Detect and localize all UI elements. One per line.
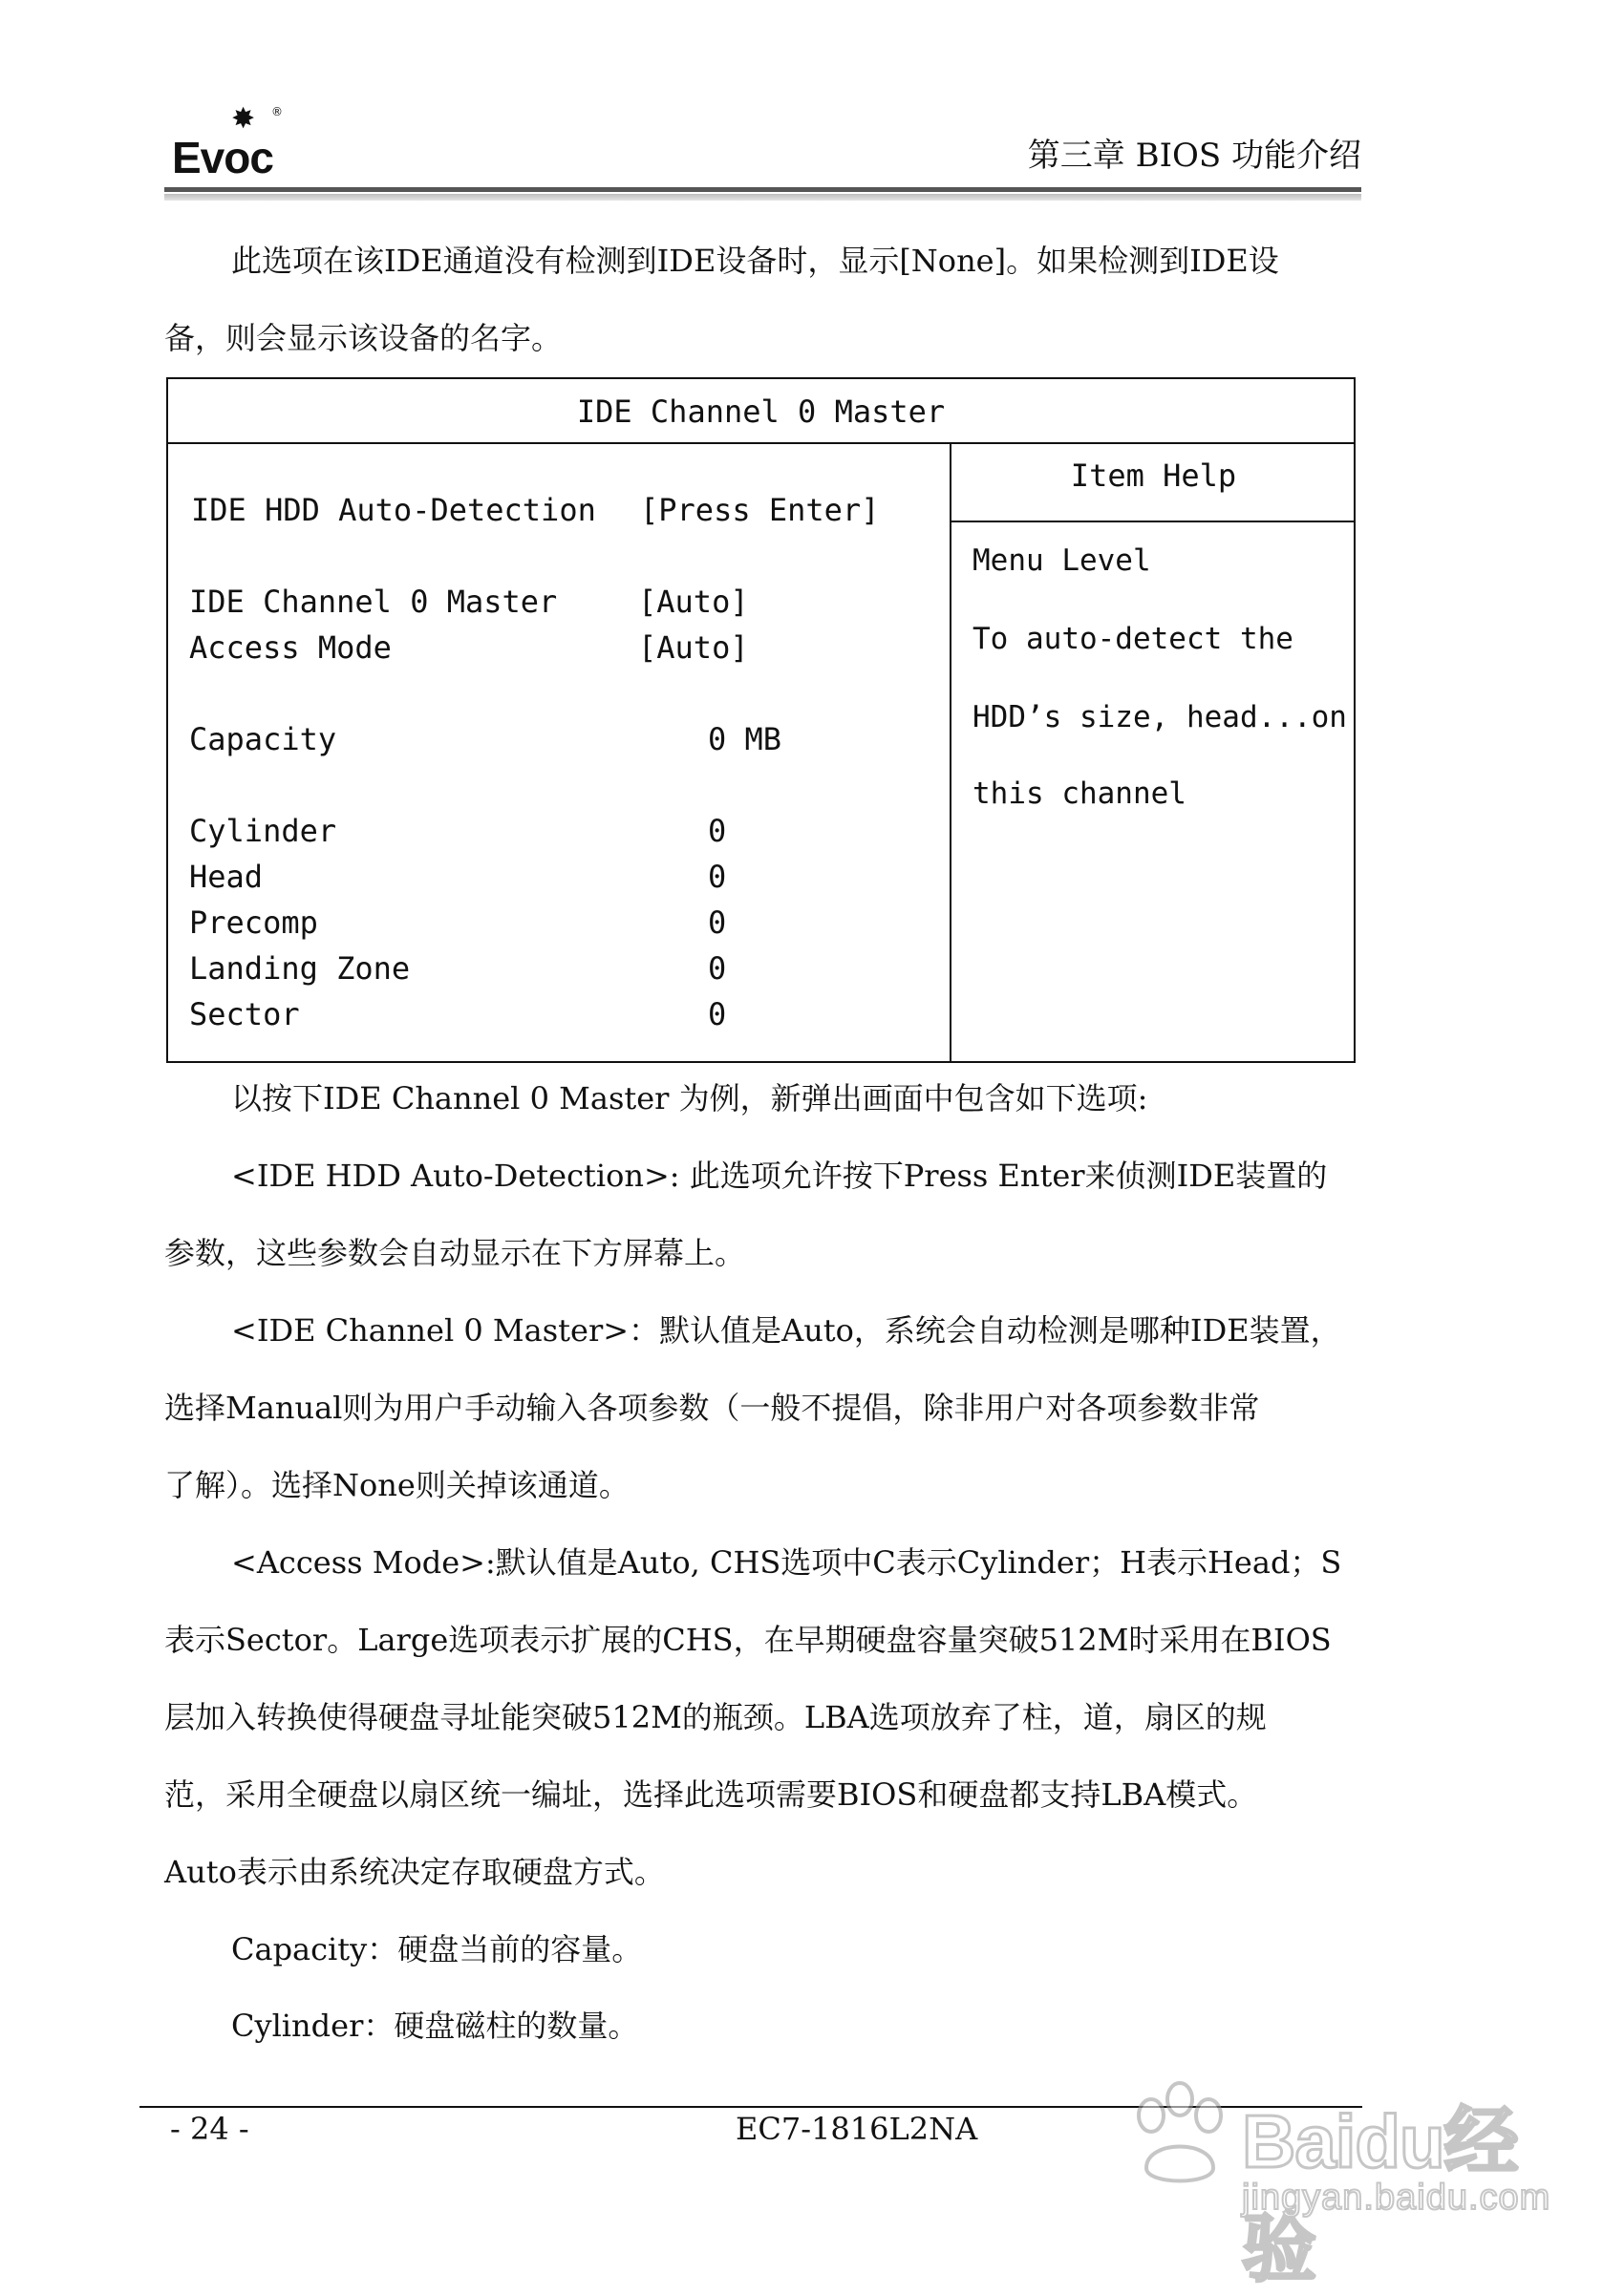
starburst-icon: ✸	[231, 102, 256, 136]
baidu-watermark	[1118, 2034, 1551, 2290]
body-p6: Cylinder：硬盘磁柱的数量。	[231, 2008, 639, 2044]
evoc-logo	[172, 102, 287, 182]
body-p3-line-1: <IDE Channel 0 Master>：默认值是Auto，系统会自动检测是哪种IDE装置，	[231, 1312, 1341, 1349]
body-paragraph-5	[164, 1911, 1364, 1988]
field-value-precomp: 0	[708, 904, 727, 941]
field-value-cylinder: 0	[708, 813, 727, 849]
header-rule-shadow	[164, 194, 1361, 201]
chapter-title: 第三章 BIOS 功能介绍	[1027, 137, 1361, 175]
field-value-head: 0	[708, 859, 727, 895]
page-number: - 24 -	[170, 2111, 249, 2147]
body-p1: 以按下IDE Channel 0 Master 为例，新弹出画面中包含如下选项:	[231, 1080, 1148, 1116]
body-p3-line-2: 选择Manual则为用户手动输入各项参数（一般不提倡，除非用户对各项参数非常	[164, 1390, 1260, 1426]
body-p3-line-3: 了解）。选择None则关掉该通道。	[164, 1467, 630, 1503]
help-line-3: HDD’s size, head...on	[972, 700, 1347, 734]
field-label-sector: Sector	[189, 996, 300, 1032]
intro-line-1: 此选项在该IDE通道没有检测到IDE设备时，显示[None]。如果检测到IDE设	[231, 243, 1279, 279]
intro-line-2: 备，则会显示该设备的名字。	[164, 320, 563, 356]
body-paragraph-4	[164, 1524, 1364, 1911]
bios-column-divider	[950, 444, 951, 1063]
field-label-capacity: Capacity	[189, 721, 337, 757]
field-label-landing-zone: Landing Zone	[189, 950, 411, 987]
help-line-4: this channel	[972, 776, 1186, 811]
body-p4-line-4: 范，采用全硬盘以扇区统一编址，选择此选项需要BIOS和硬盘都支持LBA模式。	[164, 1776, 1258, 1813]
field-label-precomp: Precomp	[189, 904, 318, 941]
body-p5: Capacity：硬盘当前的容量。	[231, 1931, 643, 1967]
body-p2-line-1: <IDE HDD Auto-Detection>: 此选项允许按下Press Enter来侦测IDE装置的	[231, 1158, 1328, 1194]
model-number: EC7-1816L2NA	[736, 2111, 978, 2147]
item-help-title: Item Help	[951, 444, 1356, 522]
body-paragraph-2	[164, 1137, 1364, 1292]
body-paragraph-1	[164, 1060, 1364, 1137]
body-p4-line-3: 层加入转换使得硬盘寻址能突破512M的瓶颈。LBA选项放弃了柱，道，扇区的规	[164, 1699, 1267, 1735]
field-label-cylinder: Cylinder	[189, 813, 337, 849]
body-p2-line-2: 参数，这些参数会自动显示在下方屏幕上。	[164, 1235, 746, 1271]
field-value-channel-master[interactable]: [Auto]	[638, 584, 749, 620]
header-rule	[164, 187, 1361, 192]
field-value-landing-zone: 0	[708, 950, 727, 987]
body-p4-line-2: 表示Sector。Large选项表示扩展的CHS，在早期硬盘容量突破512M时采用在BIOS	[164, 1622, 1332, 1658]
body-p4-line-1: <Access Mode>:默认值是Auto, CHS选项中C表示Cylinder；H表示Head；S	[231, 1544, 1342, 1581]
intro-paragraph	[164, 223, 1364, 377]
registered-mark: ®	[271, 105, 283, 118]
paw-icon	[1118, 2073, 1242, 2197]
bios-table-title: IDE Channel 0 Master	[168, 379, 1354, 444]
help-line-1: Menu Level	[972, 543, 1151, 578]
body-paragraph-3	[164, 1292, 1364, 1524]
field-label-access-mode: Access Mode	[189, 629, 392, 666]
watermark-brand: Baidu经验	[1242, 2099, 1518, 2290]
field-value-sector: 0	[708, 996, 727, 1032]
body-p4-line-5: Auto表示由系统决定存取硬盘方式。	[164, 1854, 665, 1890]
logo-text: Evoc	[172, 133, 273, 182]
field-value-hdd-auto-detection[interactable]: [Press Enter]	[640, 492, 880, 528]
field-label-hdd-auto-detection: IDE HDD Auto-Detection	[191, 492, 596, 528]
bios-setup-table	[166, 377, 1356, 1063]
help-line-2: To auto-detect the	[972, 622, 1293, 656]
field-label-channel-master: IDE Channel 0 Master	[189, 584, 558, 620]
field-value-access-mode[interactable]: [Auto]	[638, 629, 749, 666]
watermark-url: jingyan.baidu.com	[1242, 2178, 1551, 2218]
field-label-head: Head	[189, 859, 264, 895]
field-value-capacity: 0 MB	[708, 721, 782, 757]
